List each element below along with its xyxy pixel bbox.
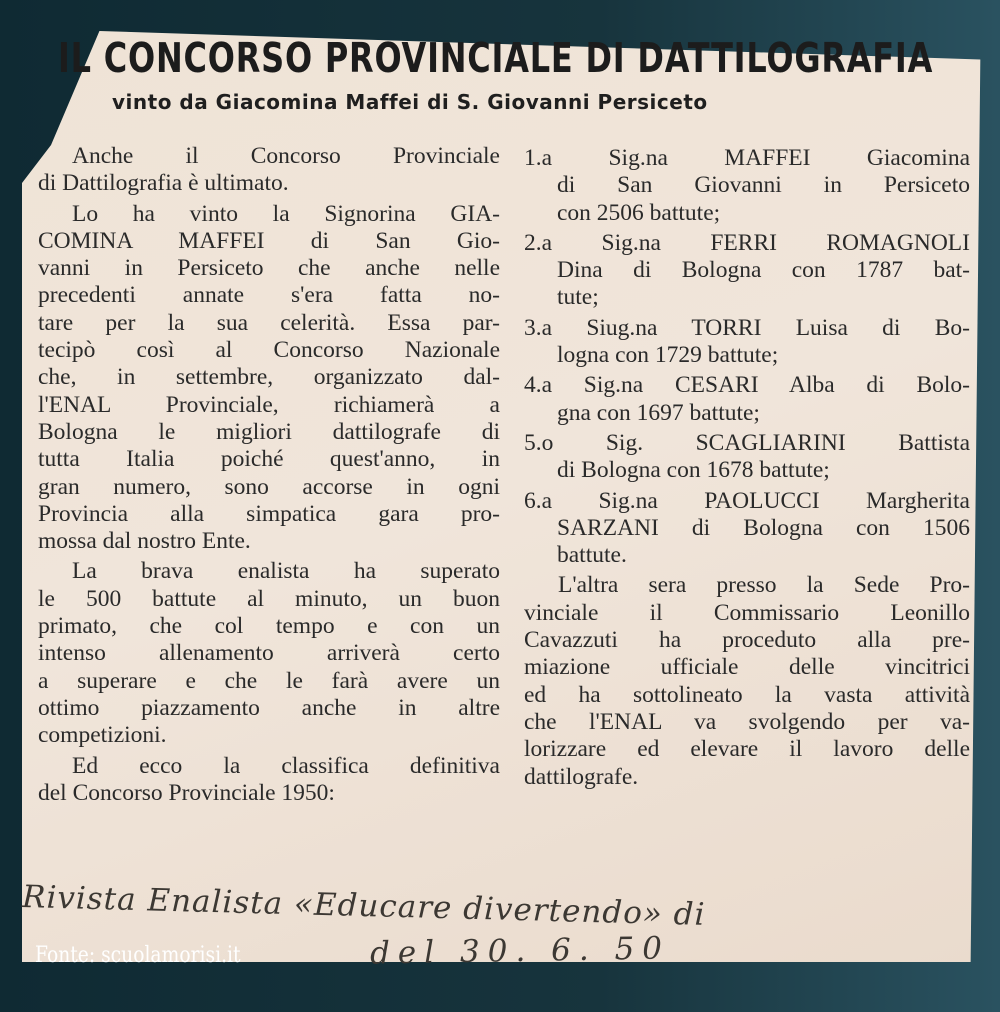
headline: IL CONCORSO PROVINCIALE DI DATTILOGRAFIA — [58, 34, 934, 82]
text-line: Provincia alla simpatica gara pro- — [38, 500, 500, 527]
text-line: Cavazzuti ha proceduto alla pre- — [524, 627, 970, 654]
text-line: battute. — [557, 542, 627, 569]
text-line: con 2506 battute; — [557, 199, 721, 226]
text-line: L'altra sera presso la Sede Pro- — [558, 572, 970, 599]
text-line: del Concorso Provinciale 1950: — [38, 779, 335, 806]
text-line: Bologna le migliori dattilografe di — [38, 418, 500, 445]
subheadline: vinto da Giacomina Maffei di S. Giovanni Persiceto — [112, 90, 708, 114]
ranking-entry — [524, 145, 970, 227]
text-line: 6.a Sig.na PAOLUCCI Margherita — [524, 487, 970, 514]
ranking-entry — [524, 488, 970, 570]
text-line: vanni in Persiceto che anche nelle — [38, 255, 500, 282]
text-line: Dina di Bologna con 1787 bat- — [557, 257, 970, 284]
text-line: logna con 1729 battute; — [557, 342, 779, 369]
text-line: vinciale il Commissario Leonillo — [524, 599, 970, 626]
handwritten-note-line1: Rivista Enalista «Educare divertendo» di — [21, 879, 706, 933]
paragraph — [38, 753, 500, 808]
text-line: primato, che col tempo e con un — [38, 613, 500, 640]
text-line: gran numero, sono accorse in ogni — [38, 473, 500, 500]
text-line: 5.o Sig. SCAGLIARINI Battista — [524, 429, 970, 456]
text-line: tecipò così al Concorso Nazionale — [38, 337, 500, 364]
text-line: precedenti annate s'era fatta no- — [38, 282, 500, 309]
text-line: COMINA MAFFEI di San Gio- — [38, 227, 500, 254]
text-line: Lo ha vinto la Signorina GIA- — [72, 200, 500, 227]
text-line: Anche il Concorso Provinciale — [72, 143, 500, 169]
source-caption: Fonte: scuolamorisi.it — [35, 943, 241, 968]
text-line: lorizzare ed elevare il lavoro delle — [524, 736, 970, 763]
text-line: di Bologna con 1678 battute; — [557, 457, 830, 484]
text-line: ottimo piazzamento anche in altre — [38, 694, 500, 721]
text-line: Ed ecco la classifica definitiva — [72, 752, 500, 779]
text-line: di San Giovanni in Persiceto — [557, 172, 970, 199]
text-line: competizioni. — [38, 722, 167, 749]
text-line: le 500 battute al minuto, un buon — [38, 585, 500, 612]
text-line: tare per la sua celerità. Essa par- — [38, 309, 500, 336]
article-right-column — [524, 142, 970, 791]
ranking-entry — [524, 315, 970, 370]
article-left-column — [38, 140, 500, 807]
text-line: 3.a Siug.na TORRI Luisa di Bo- — [524, 314, 970, 341]
text-line: 2.a Sig.na FERRI ROMAGNOLI — [524, 229, 970, 256]
ranking-entry — [524, 230, 970, 312]
ranking-entry — [524, 430, 970, 485]
text-line: intenso allenamento arriverà certo — [38, 640, 500, 667]
text-line: mossa dal nostro Ente. — [38, 528, 251, 555]
text-line: SARZANI di Bologna con 1506 — [557, 514, 970, 541]
text-line: 4.a Sig.na CESARI Alba di Bolo- — [524, 372, 970, 399]
text-line: ed ha sottolineato la vasta attività — [524, 681, 970, 708]
text-line: La brava enalista ha superato — [72, 558, 500, 585]
ranking-entry — [524, 372, 970, 427]
paragraph — [38, 201, 500, 556]
text-line: di Dattilografia è ultimato. — [38, 170, 289, 197]
paragraph — [38, 143, 500, 198]
text-line: l'ENAL Provinciale, richiamerà a — [38, 391, 500, 418]
text-line: a superare e che le farà avere un — [38, 667, 500, 694]
text-line: dattilografe. — [524, 763, 639, 790]
text-line: che l'ENAL va svolgendo per va- — [524, 708, 970, 735]
text-line: tutta Italia poiché quest'anno, in — [38, 446, 500, 473]
paragraph — [38, 558, 500, 749]
text-line: 1.a Sig.na MAFFEI Giacomina — [524, 145, 970, 171]
text-line: miazione ufficiale delle vincitrici — [524, 654, 970, 681]
paragraph — [524, 572, 970, 790]
text-line: gna con 1697 battute; — [557, 399, 760, 426]
text-line: che, in settembre, organizzato dal- — [38, 364, 500, 391]
text-line: tute; — [557, 284, 599, 311]
handwritten-note-date: del 30. 6. 50 — [369, 930, 671, 972]
